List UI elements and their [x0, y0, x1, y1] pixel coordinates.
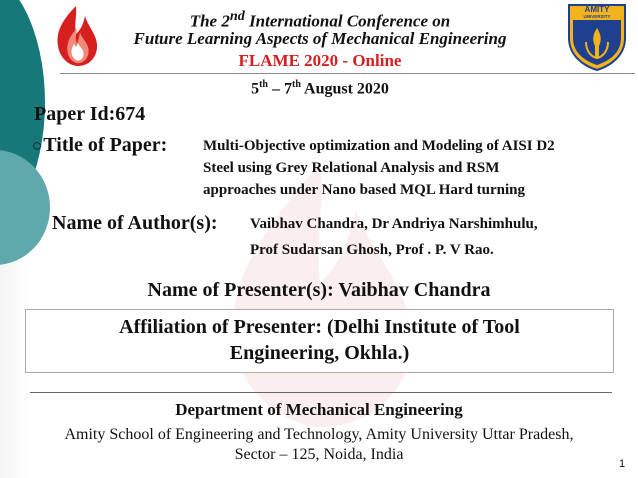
school-address-line: Amity School of Engineering and Technology, Amity University Uttar Pradesh, — [64, 426, 574, 443]
paper-title-line: Steel using Grey Relational Analysis and RSM — [203, 160, 500, 176]
affiliation-line: Engineering, Okhla.) — [229, 342, 410, 364]
flame-logo-icon — [52, 4, 100, 68]
footer-divider — [30, 392, 612, 393]
paper-title-line: Multi-Objective optimization and Modeling of AISI D2 — [203, 138, 555, 154]
school-address-line: Sector – 125, Noida, India — [234, 446, 404, 463]
conference-title-line2: Future Learning Aspects of Mechanical Engineering — [133, 29, 507, 48]
paper-title-label: ○Title of Paper: — [32, 134, 168, 156]
event-name: FLAME 2020 - Online — [238, 51, 402, 70]
authors-line: Prof Sudarsan Ghosh, Prof . P. V Rao. — [250, 242, 494, 258]
amity-logo-text: AMITY — [584, 5, 610, 14]
conference-dates: 5th – 7th August 2020 — [251, 79, 389, 98]
circle-bullet-icon: ○ — [32, 136, 43, 155]
affiliation-box — [25, 309, 614, 373]
amity-university-logo-icon — [566, 2, 628, 72]
amity-logo-subtext: UNIVERSITY — [583, 14, 611, 19]
authors-label: Name of Author(s): — [52, 212, 218, 234]
paper-title-line: approaches under Nano based MQL Hard turning — [203, 182, 526, 198]
authors-line: Vaibhav Chandra, Dr Andriya Narshimhulu, — [250, 216, 538, 232]
department-name: Department of Mechanical Engineering — [175, 400, 463, 419]
paper-id: Paper Id:674 — [34, 103, 146, 125]
header-divider — [60, 73, 635, 74]
page-number: 1 — [619, 458, 626, 470]
conference-title-line1: The 2nd International Conference on — [189, 8, 451, 31]
light-teal-circle-decoration — [0, 150, 50, 265]
affiliation-line: Affiliation of Presenter: (Delhi Institute of Tool — [119, 316, 520, 338]
presenter-name: Name of Presenter(s): Vaibhav Chandra — [147, 279, 491, 301]
